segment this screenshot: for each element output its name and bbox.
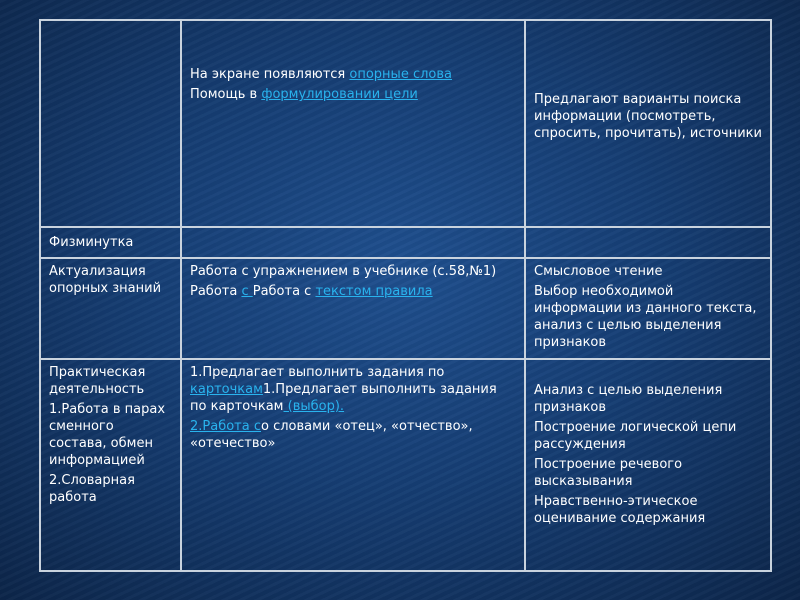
link-rule-text[interactable]: текстом правила [315,284,433,299]
table-row [40,258,771,359]
text: о словами «отец», «отчество», «отечество» [190,419,473,451]
text: Практическая деятельность [49,365,146,397]
cell-students [525,20,771,227]
link-choice[interactable]: (выбор). [283,399,345,414]
text: Смысловое чтение [534,264,663,279]
table-row [40,20,771,227]
text: Помощь в [190,87,262,102]
cell-students [525,258,771,359]
text: На экране появляются [190,67,350,82]
cell-teacher [181,20,525,227]
link-key-words[interactable]: опорные слова [349,67,452,82]
text: Актуализация опорных знаний [49,264,162,296]
text: Предлагают варианты поиска информации (посмотреть, спросить, прочитать), источники [534,92,762,141]
lesson-table [39,19,772,572]
cell-stage [40,20,181,227]
cell-teacher [181,258,525,359]
table-row [40,227,771,258]
cell-stage [40,258,181,359]
table-row [40,359,771,571]
text: Анализ с целью выделения признаков [534,383,723,415]
cell-empty [181,227,525,258]
text: Построение речевого высказывания [534,457,683,489]
text: Выбор необходимой информации из данного текста, анализ с целью выделения признаков [534,284,757,350]
text: 1.Работа в парах сменного состава, обмен информацией [49,402,166,468]
text: Физминутка [49,235,134,250]
text: Построение логической цепи рассуждения [534,420,737,452]
cell-teacher [181,359,525,571]
text: Нравственно-этическое оценивание содержания [534,494,706,526]
cell-empty [525,227,771,258]
cell-stage [40,359,181,571]
text: Работа с упражнением в учебнике (с.58,№1) [190,264,497,279]
link-work[interactable]: 2.Работа с [190,419,261,434]
link-goal[interactable]: формулировании цели [261,87,418,102]
text: Работа [190,284,242,299]
cell-stage [40,227,181,258]
link[interactable]: с [241,284,253,299]
text: 1.Предлагает выполнить задания по карточкам [190,382,497,414]
cell-students [525,359,771,571]
text: 1.Предлагает выполнить задания по [190,365,445,380]
text: Работа с [252,284,316,299]
text: 2.Словарная работа [49,473,135,505]
link-cards[interactable]: карточкам [190,382,263,397]
